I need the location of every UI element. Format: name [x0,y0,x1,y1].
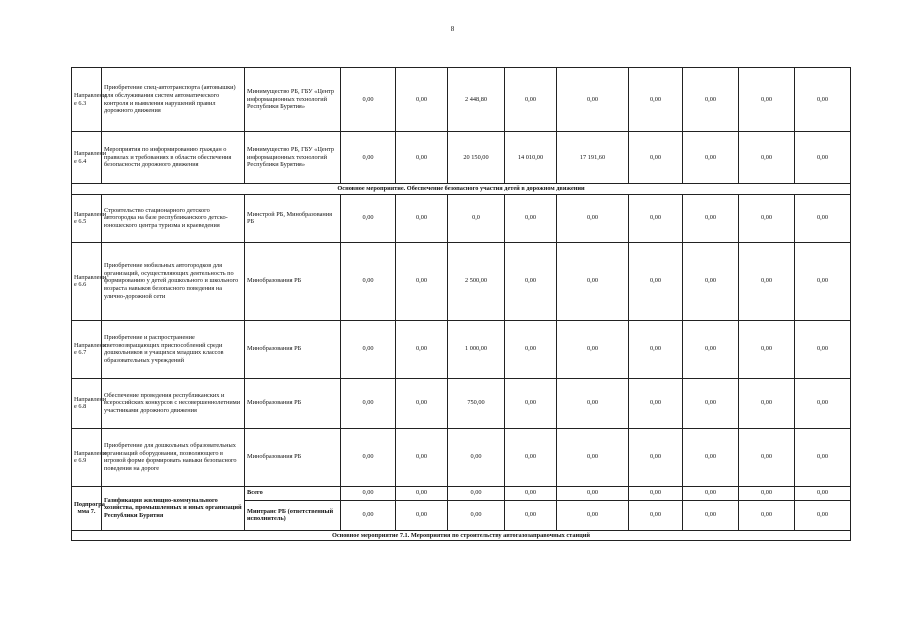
row-value: 2 448,80 [448,68,505,132]
row-value: 0,00 [396,242,448,320]
subprogram-responsible-value: 0,00 [448,500,505,530]
subprogram-total-value: 0,00 [683,486,739,500]
row-value: 0,0 [448,194,505,242]
subprogram-responsible-value: 0,00 [341,500,396,530]
subprogram-total-label: Всего [245,486,341,500]
row-value: 0,00 [505,378,557,428]
row-value: 0,00 [795,132,851,184]
row-value: 0,00 [629,194,683,242]
subprogram-responsible-value: 0,00 [629,500,683,530]
row-name: Приобретение спец-автотранспорта (автовышки) для обслуживания систем автоматического контроля и выявления нарушений правил дорожного движения [102,68,245,132]
table-row [72,320,851,378]
row-value: 0,00 [557,242,629,320]
row-value: 0,00 [396,194,448,242]
row-value: 0,00 [629,378,683,428]
row-value: 0,00 [505,68,557,132]
subprogram-total-value: 0,00 [505,486,557,500]
subprogram-total-value: 0,00 [396,486,448,500]
row-value: 0,00 [396,68,448,132]
row-executor: Минстрой РБ, Минобразования РБ [245,194,341,242]
row-code: Направлени е 6.5 [72,194,102,242]
row-value: 0,00 [683,194,739,242]
row-code: Направлени е 6.3 [72,68,102,132]
row-name: Обеспечение проведения республиканских и всероссийских конкурсов с несовершеннолетними участниками дорожного движения [102,378,245,428]
final-section-title: Основное мероприятие 7.1. Мероприятия по строительству автогазозаправочных станций [72,530,851,541]
row-value: 0,00 [795,320,851,378]
row-value: 0,00 [739,378,795,428]
row-value: 0,00 [683,428,739,486]
row-value: 0,00 [629,320,683,378]
row-executor: Минобразования РБ [245,242,341,320]
budget-table [71,67,851,541]
row-value: 0,00 [683,242,739,320]
row-value: 0,00 [505,428,557,486]
row-executor: Минобразования РБ [245,320,341,378]
row-value: 750,00 [448,378,505,428]
row-value: 0,00 [557,194,629,242]
row-value: 0,00 [341,242,396,320]
subprogram-responsible-value: 0,00 [795,500,851,530]
subprogram-total-value: 0,00 [629,486,683,500]
row-value: 0,00 [739,320,795,378]
page-number: 8 [450,25,455,33]
subprogram-responsible-value: 0,00 [505,500,557,530]
row-value: 0,00 [795,68,851,132]
row-value: 0,00 [795,378,851,428]
subprogram-total-value: 0,00 [557,486,629,500]
row-value: 0,00 [683,68,739,132]
subprogram-responsible-value: 0,00 [683,500,739,530]
row-value: 2 500,00 [448,242,505,320]
table-body [72,68,851,541]
subprogram-name: Газификация жилищно-коммунального хозяйства, промышленных и иных организаций Республики Бурятия [102,486,245,530]
row-value: 0,00 [341,320,396,378]
row-code: Направлени е 6.6 [72,242,102,320]
subprogram-responsible-value: 0,00 [739,500,795,530]
row-value: 0,00 [341,194,396,242]
row-value: 0,00 [629,68,683,132]
row-name: Мероприятия по информированию граждан о правилах и требованиях в области обеспечения безопасности дорожного движения [102,132,245,184]
row-code: Направлени е 6.8 [72,378,102,428]
row-value: 1 000,00 [448,320,505,378]
table-row [72,378,851,428]
row-executor: Минобразования РБ [245,378,341,428]
section-row [72,184,851,195]
row-executor: Минимущество РБ, ГБУ «Центр информационных технологий Республики Бурятия» [245,68,341,132]
subprogram-total-value: 0,00 [739,486,795,500]
row-value: 0,00 [739,242,795,320]
row-name: Приобретение мобильных автогородков для организаций, осуществляющих деятельность по формированию у детей дошкольного и школьного возраста навыков безопасного поведения на улично-дорожной сети [102,242,245,320]
row-value: 0,00 [629,428,683,486]
table-row [72,428,851,486]
row-value: 0,00 [505,194,557,242]
subprogram-code: Подпрогра мма 7. [72,486,102,530]
row-value: 0,00 [341,428,396,486]
subprogram-total-value: 0,00 [795,486,851,500]
row-value: 0,00 [557,378,629,428]
row-value: 0,00 [557,320,629,378]
subprogram-responsible-value: 0,00 [396,500,448,530]
row-value: 14 010,00 [505,132,557,184]
table-row [72,68,851,132]
subprogram-responsible-value: 0,00 [557,500,629,530]
row-value: 0,00 [683,132,739,184]
row-name: Строительство стационарного детского автогородка на базе республиканского детско-юношеского центра туризма и краеведения [102,194,245,242]
row-code: Направлени е 6.7 [72,320,102,378]
subprogram-total-value: 0,00 [448,486,505,500]
subprogram-total-value: 0,00 [341,486,396,500]
row-value: 0,00 [795,194,851,242]
row-name: Приобретение и распространение световозвращающих приспособлений среди дошкольников и учащихся младших классов образовательных учреждений [102,320,245,378]
row-value: 0,00 [396,320,448,378]
row-value: 0,00 [795,428,851,486]
row-value: 0,00 [739,194,795,242]
row-value: 0,00 [683,378,739,428]
table-row [72,132,851,184]
row-value: 0,00 [396,132,448,184]
section-row [72,530,851,541]
row-value: 0,00 [396,428,448,486]
row-value: 0,00 [629,242,683,320]
row-value: 0,00 [739,428,795,486]
row-value: 0,00 [341,132,396,184]
row-code: Направлени е 6.4 [72,132,102,184]
subprogram-responsible-label: Минтранс РБ (ответственный исполнитель) [245,500,341,530]
row-value: 0,00 [341,378,396,428]
row-value: 17 191,60 [557,132,629,184]
row-value: 0,00 [629,132,683,184]
row-value: 0,00 [341,68,396,132]
row-value: 0,00 [683,320,739,378]
table-row [72,194,851,242]
row-value: 0,00 [505,242,557,320]
row-name: Приобретение для дошкольных образовательных организаций оборудования, позволяющего в игровой форме формировать навыки безопасного поведения на дороге [102,428,245,486]
row-value: 0,00 [739,132,795,184]
row-value: 0,00 [396,378,448,428]
row-value: 0,00 [739,68,795,132]
row-value: 0,00 [557,68,629,132]
section-title: Основное мероприятие. Обеспечение безопасного участия детей в дорожном движении [72,184,851,195]
row-code: Направлени е 6.9 [72,428,102,486]
row-value: 0,00 [557,428,629,486]
table-row [72,242,851,320]
row-value: 20 150,00 [448,132,505,184]
row-value: 0,00 [795,242,851,320]
row-executor: Минобразования РБ [245,428,341,486]
row-value: 0,00 [448,428,505,486]
row-value: 0,00 [505,320,557,378]
subprogram-total-row [72,486,851,500]
row-executor: Минимущество РБ, ГБУ «Центр информационных технологий Республики Бурятия» [245,132,341,184]
